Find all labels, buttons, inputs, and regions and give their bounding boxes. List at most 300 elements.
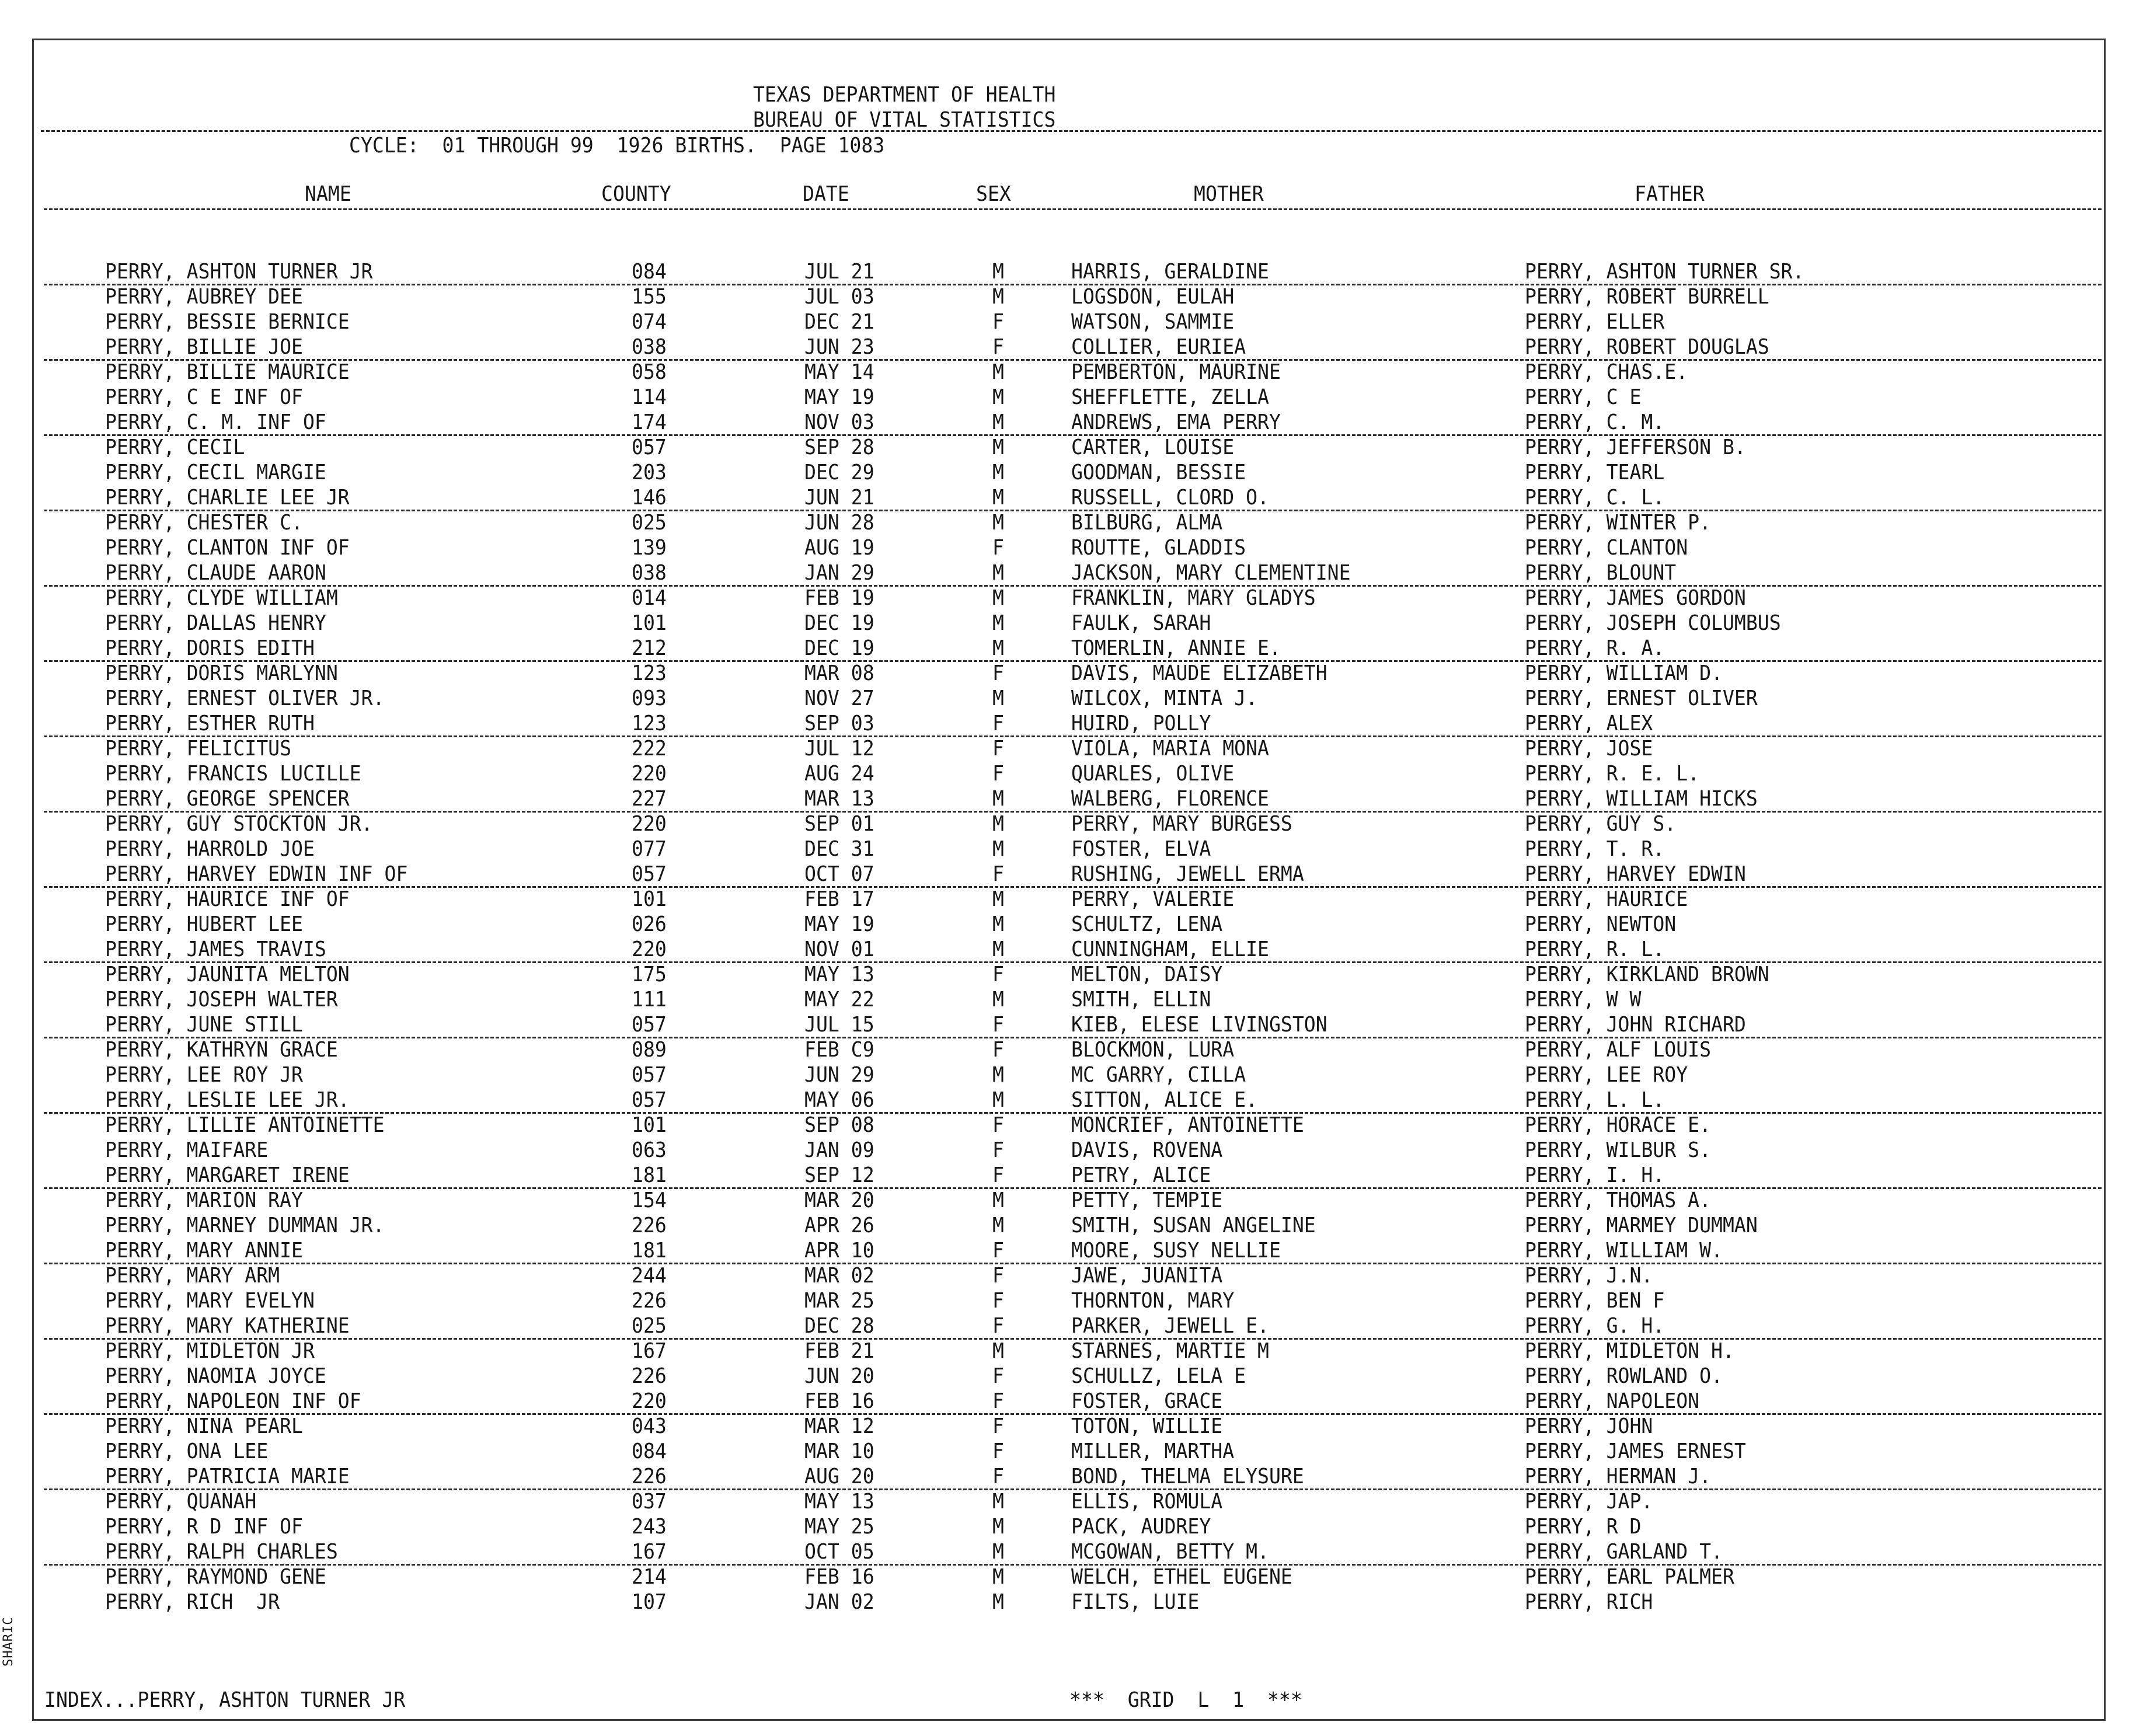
record-father: PERRY, JAMES ERNEST — [1525, 1439, 1746, 1463]
record-county: 212 — [632, 636, 667, 660]
record-date: JAN 09 — [804, 1138, 874, 1162]
record-name: PERRY, CLANTON INF OF — [105, 536, 350, 560]
record-county: 026 — [632, 912, 667, 936]
record-sex: M — [992, 636, 1004, 660]
record-father: PERRY, WILLIAM W. — [1525, 1239, 1723, 1263]
record-father: PERRY, CLANTON — [1525, 536, 1688, 560]
column-header-rule — [44, 208, 2102, 210]
record-father: PERRY, ALEX — [1525, 712, 1653, 735]
record-date: JUN 28 — [804, 511, 874, 535]
record-sex: M — [992, 1214, 1004, 1237]
record-father: PERRY, MIDLETON H. — [1525, 1339, 1734, 1363]
record-name: PERRY, MARY KATHERINE — [105, 1314, 350, 1338]
record-county: 037 — [632, 1490, 667, 1514]
record-father: PERRY, EARL PALMER — [1525, 1565, 1734, 1589]
record-mother: GOODMAN, BESSIE — [1071, 461, 1246, 484]
record-name: PERRY, JAMES TRAVIS — [105, 937, 326, 961]
record-county: 226 — [632, 1465, 667, 1489]
cycle-line: CYCLE: 01 THROUGH 99 1926 BIRTHS. PAGE 1083 — [349, 134, 885, 158]
record-father: PERRY, NEWTON — [1525, 912, 1677, 936]
record-father: PERRY, ROWLAND O. — [1525, 1364, 1723, 1388]
record-mother: STARNES, MARTIE M — [1071, 1339, 1269, 1363]
record-father: PERRY, R D — [1525, 1515, 1642, 1539]
record-sex: F — [992, 762, 1004, 786]
record-county: 226 — [632, 1214, 667, 1237]
record-county: 244 — [632, 1264, 667, 1288]
record-name: PERRY, R D INF OF — [105, 1515, 303, 1539]
record-county: 226 — [632, 1289, 667, 1313]
record-date: FEB C9 — [804, 1038, 874, 1062]
record-mother: COLLIER, EURIEA — [1071, 335, 1246, 359]
record-date: MAR 02 — [804, 1264, 874, 1288]
record-county: 057 — [632, 1013, 667, 1037]
record-name: PERRY, C. M. INF OF — [105, 410, 326, 434]
record-sex: F — [992, 335, 1004, 359]
record-mother: MONCRIEF, ANTOINETTE — [1071, 1113, 1304, 1137]
record-father: PERRY, ROBERT DOUGLAS — [1525, 335, 1769, 359]
record-mother: SMITH, SUSAN ANGELINE — [1071, 1214, 1316, 1237]
record-mother: SITTON, ALICE E. — [1071, 1088, 1258, 1112]
record-date: AUG 24 — [804, 762, 874, 786]
record-sex: M — [992, 260, 1004, 284]
record-sex: M — [992, 461, 1004, 484]
column-header-name: NAME — [305, 182, 351, 206]
record-sex: M — [992, 1540, 1004, 1564]
record-county: 174 — [632, 410, 667, 434]
record-sex: M — [992, 385, 1004, 409]
record-mother: PERRY, MARY BURGESS — [1071, 812, 1292, 836]
record-name: PERRY, CHESTER C. — [105, 511, 303, 535]
record-sex: M — [992, 1063, 1004, 1087]
record-name: PERRY, RICH JR — [105, 1590, 280, 1614]
record-father: PERRY, R. A. — [1525, 636, 1665, 660]
record-father: PERRY, CHAS.E. — [1525, 360, 1688, 384]
record-father: PERRY, ROBERT BURRELL — [1525, 285, 1769, 309]
record-father: PERRY, T. R. — [1525, 837, 1665, 861]
record-name: PERRY, MARNEY DUMMAN JR. — [105, 1214, 385, 1237]
record-father: PERRY, HARVEY EDWIN — [1525, 862, 1746, 886]
record-father: PERRY, I. H. — [1525, 1163, 1665, 1187]
record-sex: F — [992, 1314, 1004, 1338]
record-date: JAN 02 — [804, 1590, 874, 1614]
record-mother: VIOLA, MARIA MONA — [1071, 737, 1269, 761]
record-name: PERRY, LILLIE ANTOINETTE — [105, 1113, 385, 1137]
record-sex: M — [992, 686, 1004, 710]
record-county: 175 — [632, 963, 667, 986]
record-mother: PETRY, ALICE — [1071, 1163, 1211, 1187]
record-date: DEC 21 — [804, 310, 874, 334]
record-date: JUN 21 — [804, 486, 874, 510]
record-name: PERRY, GUY STOCKTON JR. — [105, 812, 373, 836]
record-father: PERRY, C. L. — [1525, 486, 1665, 510]
column-header-date: DATE — [803, 182, 849, 206]
record-father: PERRY, R. E. L. — [1525, 762, 1700, 786]
record-county: 063 — [632, 1138, 667, 1162]
record-father: PERRY, C. M. — [1525, 410, 1665, 434]
record-name: PERRY, CLAUDE AARON — [105, 561, 326, 585]
record-mother: BLOCKMON, LURA — [1071, 1038, 1235, 1062]
record-county: 220 — [632, 1389, 667, 1413]
record-mother: LOGSDON, EULAH — [1071, 285, 1235, 309]
record-sex: M — [992, 887, 1004, 911]
record-name: PERRY, FRANCIS LUCILLE — [105, 762, 361, 786]
record-county: 226 — [632, 1364, 667, 1388]
record-sex: M — [992, 1339, 1004, 1363]
record-county: 111 — [632, 988, 667, 1012]
department-title: TEXAS DEPARTMENT OF HEALTH — [753, 83, 1056, 107]
record-father: PERRY, KIRKLAND BROWN — [1525, 963, 1769, 986]
record-name: PERRY, KATHRYN GRACE — [105, 1038, 338, 1062]
record-father: PERRY, JAP. — [1525, 1490, 1653, 1514]
record-date: DEC 19 — [804, 636, 874, 660]
record-father: PERRY, THOMAS A. — [1525, 1188, 1712, 1212]
record-county: 154 — [632, 1188, 667, 1212]
record-mother: WELCH, ETHEL EUGENE — [1071, 1565, 1292, 1589]
record-name: PERRY, MARGARET IRENE — [105, 1163, 350, 1187]
record-mother: SCHULLZ, LELA E — [1071, 1364, 1246, 1388]
record-county: 058 — [632, 360, 667, 384]
record-name: PERRY, JOSEPH WALTER — [105, 988, 338, 1012]
record-mother: TOTON, WILLIE — [1071, 1414, 1223, 1438]
record-mother: FOSTER, GRACE — [1071, 1389, 1223, 1413]
record-mother: FRANKLIN, MARY GLADYS — [1071, 586, 1316, 610]
record-sex: M — [992, 1088, 1004, 1112]
record-date: DEC 29 — [804, 461, 874, 484]
record-county: 181 — [632, 1239, 667, 1263]
record-date: JUN 29 — [804, 1063, 874, 1087]
record-sex: F — [992, 536, 1004, 560]
record-sex: M — [992, 285, 1004, 309]
record-date: MAR 12 — [804, 1414, 874, 1438]
record-father: PERRY, JOSE — [1525, 737, 1653, 761]
record-county: 025 — [632, 511, 667, 535]
record-mother: ANDREWS, EMA PERRY — [1071, 410, 1281, 434]
record-father: PERRY, WILLIAM HICKS — [1525, 787, 1758, 811]
record-date: SEP 28 — [804, 435, 874, 459]
record-sex: M — [992, 435, 1004, 459]
record-mother: TOMERLIN, ANNIE E. — [1071, 636, 1281, 660]
record-date: MAY 22 — [804, 988, 874, 1012]
record-sex: F — [992, 1389, 1004, 1413]
record-county: 101 — [632, 611, 667, 635]
record-father: PERRY, C E — [1525, 385, 1642, 409]
record-mother: PEMBERTON, MAURINE — [1071, 360, 1281, 384]
record-sex: M — [992, 1188, 1004, 1212]
record-name: PERRY, HAURICE INF OF — [105, 887, 350, 911]
record-mother: SHEFFLETTE, ZELLA — [1071, 385, 1269, 409]
record-mother: PETTY, TEMPIE — [1071, 1188, 1223, 1212]
record-name: PERRY, ESTHER RUTH — [105, 712, 315, 735]
record-name: PERRY, HARROLD JOE — [105, 837, 315, 861]
record-name: PERRY, DORIS EDITH — [105, 636, 315, 660]
record-mother: RUSHING, JEWELL ERMA — [1071, 862, 1304, 886]
record-mother: DAVIS, MAUDE ELIZABETH — [1071, 661, 1327, 685]
record-date: SEP 08 — [804, 1113, 874, 1137]
record-sex: M — [992, 1515, 1004, 1539]
record-mother: JACKSON, MARY CLEMENTINE — [1071, 561, 1351, 585]
record-county: 227 — [632, 787, 667, 811]
record-date: NOV 01 — [804, 937, 874, 961]
record-name: PERRY, CECIL MARGIE — [105, 461, 326, 484]
record-date: FEB 19 — [804, 586, 874, 610]
record-sex: M — [992, 561, 1004, 585]
record-father: PERRY, R. L. — [1525, 937, 1665, 961]
record-county: 243 — [632, 1515, 667, 1539]
record-mother: ROUTTE, GLADDIS — [1071, 536, 1246, 560]
record-county: 093 — [632, 686, 667, 710]
record-mother: FAULK, SARAH — [1071, 611, 1211, 635]
record-father: PERRY, W W — [1525, 988, 1642, 1012]
side-stamp: SHARIC — [1, 1616, 16, 1667]
record-name: PERRY, BESSIE BERNICE — [105, 310, 350, 334]
record-date: MAY 14 — [804, 360, 874, 384]
record-father: PERRY, HORACE E. — [1525, 1113, 1712, 1137]
record-date: AUG 20 — [804, 1465, 874, 1489]
record-sex: M — [992, 937, 1004, 961]
record-sex: F — [992, 862, 1004, 886]
record-mother: PARKER, JEWELL E. — [1071, 1314, 1269, 1338]
record-father: PERRY, WILLIAM D. — [1525, 661, 1723, 685]
record-name: PERRY, ERNEST OLIVER JR. — [105, 686, 385, 710]
record-date: MAR 10 — [804, 1439, 874, 1463]
record-father: PERRY, ELLER — [1525, 310, 1665, 334]
record-father: PERRY, BEN F — [1525, 1289, 1665, 1313]
record-sex: M — [992, 988, 1004, 1012]
record-name: PERRY, PATRICIA MARIE — [105, 1465, 350, 1489]
record-date: SEP 03 — [804, 712, 874, 735]
record-county: 101 — [632, 1113, 667, 1137]
record-date: JUN 20 — [804, 1364, 874, 1388]
record-date: JUL 21 — [804, 260, 874, 284]
record-mother: MILLER, MARTHA — [1071, 1439, 1235, 1463]
record-date: DEC 19 — [804, 611, 874, 635]
record-county: 146 — [632, 486, 667, 510]
record-date: FEB 17 — [804, 887, 874, 911]
record-name: PERRY, CLYDE WILLIAM — [105, 586, 338, 610]
record-sex: F — [992, 1113, 1004, 1137]
record-county: 220 — [632, 812, 667, 836]
record-mother: PERRY, VALERIE — [1071, 887, 1235, 911]
record-mother: WATSON, SAMMIE — [1071, 310, 1235, 334]
record-father: PERRY, JEFFERSON B. — [1525, 435, 1746, 459]
column-header-mother: MOTHER — [1194, 182, 1264, 206]
record-date: OCT 05 — [804, 1540, 874, 1564]
record-mother: HUIRD, POLLY — [1071, 712, 1211, 735]
record-mother: KIEB, ELESE LIVINGSTON — [1071, 1013, 1327, 1037]
record-county: 220 — [632, 762, 667, 786]
record-father: PERRY, WINTER P. — [1525, 511, 1712, 535]
record-sex: F — [992, 963, 1004, 986]
record-sex: F — [992, 737, 1004, 761]
record-mother: FOSTER, ELVA — [1071, 837, 1211, 861]
record-father: PERRY, ALF LOUIS — [1525, 1038, 1712, 1062]
record-name: PERRY, DORIS MARLYNN — [105, 661, 338, 685]
index-footer: INDEX...PERRY, ASHTON TURNER JR — [44, 1688, 406, 1712]
record-sex: M — [992, 787, 1004, 811]
record-name: PERRY, ASHTON TURNER JR — [105, 260, 373, 284]
record-father: PERRY, J.N. — [1525, 1264, 1653, 1288]
record-mother: RUSSELL, CLORD O. — [1071, 486, 1269, 510]
record-name: PERRY, DALLAS HENRY — [105, 611, 326, 635]
record-date: DEC 28 — [804, 1314, 874, 1338]
record-name: PERRY, JAUNITA MELTON — [105, 963, 350, 986]
record-mother: ELLIS, ROMULA — [1071, 1490, 1223, 1514]
record-sex: M — [992, 812, 1004, 836]
record-sex: M — [992, 912, 1004, 936]
record-sex: M — [992, 1490, 1004, 1514]
column-header-county: COUNTY — [601, 182, 671, 206]
record-name: PERRY, RAYMOND GENE — [105, 1565, 326, 1589]
record-date: JUL 15 — [804, 1013, 874, 1037]
record-name: PERRY, MARION RAY — [105, 1188, 303, 1212]
record-father: PERRY, ERNEST OLIVER — [1525, 686, 1758, 710]
record-name: PERRY, MAIFARE — [105, 1138, 269, 1162]
record-date: JUL 12 — [804, 737, 874, 761]
record-date: MAR 13 — [804, 787, 874, 811]
record-date: MAY 19 — [804, 385, 874, 409]
record-county: 107 — [632, 1590, 667, 1614]
record-date: JUN 23 — [804, 335, 874, 359]
record-father: PERRY, GUY S. — [1525, 812, 1677, 836]
record-sex: F — [992, 1239, 1004, 1263]
record-mother: WALBERG, FLORENCE — [1071, 787, 1269, 811]
record-sex: M — [992, 410, 1004, 434]
record-sex: F — [992, 1013, 1004, 1037]
record-county: 084 — [632, 1439, 667, 1463]
record-county: 220 — [632, 937, 667, 961]
record-county: 077 — [632, 837, 667, 861]
record-name: PERRY, MIDLETON JR — [105, 1339, 315, 1363]
record-county: 057 — [632, 1088, 667, 1112]
record-sex: M — [992, 486, 1004, 510]
record-sex: F — [992, 1163, 1004, 1187]
record-father: PERRY, NAPOLEON — [1525, 1389, 1700, 1413]
record-mother: CUNNINGHAM, ELLIE — [1071, 937, 1269, 961]
column-header-father: FATHER — [1635, 182, 1705, 206]
record-father: PERRY, WILBUR S. — [1525, 1138, 1712, 1162]
record-county: 043 — [632, 1414, 667, 1438]
record-county: 089 — [632, 1038, 667, 1062]
record-mother: MC GARRY, CILLA — [1071, 1063, 1246, 1087]
record-mother: SMITH, ELLIN — [1071, 988, 1211, 1012]
record-father: PERRY, GARLAND T. — [1525, 1540, 1723, 1564]
record-date: JAN 29 — [804, 561, 874, 585]
record-county: 155 — [632, 285, 667, 309]
record-county: 167 — [632, 1540, 667, 1564]
record-name: PERRY, HUBERT LEE — [105, 912, 303, 936]
record-name: PERRY, MARY EVELYN — [105, 1289, 315, 1313]
record-county: 139 — [632, 536, 667, 560]
record-name: PERRY, RALPH CHARLES — [105, 1540, 338, 1564]
record-mother: CARTER, LOUISE — [1071, 435, 1235, 459]
record-county: 222 — [632, 737, 667, 761]
record-sex: F — [992, 310, 1004, 334]
record-county: 038 — [632, 335, 667, 359]
record-name: PERRY, HARVEY EDWIN INF OF — [105, 862, 408, 886]
record-name: PERRY, C E INF OF — [105, 385, 303, 409]
record-date: APR 10 — [804, 1239, 874, 1263]
record-date: MAR 20 — [804, 1188, 874, 1212]
record-name: PERRY, MARY ARM — [105, 1264, 280, 1288]
record-mother: MCGOWAN, BETTY M. — [1071, 1540, 1269, 1564]
record-date: MAY 13 — [804, 1490, 874, 1514]
record-mother: QUARLES, OLIVE — [1071, 762, 1235, 786]
record-father: PERRY, HAURICE — [1525, 887, 1688, 911]
record-father: PERRY, BLOUNT — [1525, 561, 1677, 585]
record-sex: F — [992, 1138, 1004, 1162]
record-sex: M — [992, 837, 1004, 861]
record-date: FEB 16 — [804, 1565, 874, 1589]
record-mother: FILTS, LUIE — [1071, 1590, 1200, 1614]
record-date: MAR 25 — [804, 1289, 874, 1313]
record-county: 101 — [632, 887, 667, 911]
record-mother: SCHULTZ, LENA — [1071, 912, 1223, 936]
record-date: AUG 19 — [804, 536, 874, 560]
record-name: PERRY, NAPOLEON INF OF — [105, 1389, 361, 1413]
record-name: PERRY, NAOMIA JOYCE — [105, 1364, 326, 1388]
record-name: PERRY, BILLIE JOE — [105, 335, 303, 359]
record-mother: PACK, AUDREY — [1071, 1515, 1211, 1539]
record-county: 084 — [632, 260, 667, 284]
record-sex: F — [992, 1038, 1004, 1062]
record-sex: F — [992, 1264, 1004, 1288]
record-mother: HARRIS, GERALDINE — [1071, 260, 1269, 284]
record-county: 203 — [632, 461, 667, 484]
record-mother: DAVIS, ROVENA — [1071, 1138, 1223, 1162]
record-date: MAY 25 — [804, 1515, 874, 1539]
header-dashed-rule — [41, 130, 2102, 132]
record-name: PERRY, ONA LEE — [105, 1439, 269, 1463]
record-name: PERRY, GEORGE SPENCER — [105, 787, 350, 811]
record-date: MAY 19 — [804, 912, 874, 936]
record-father: PERRY, MARMEY DUMMAN — [1525, 1214, 1758, 1237]
record-date: NOV 03 — [804, 410, 874, 434]
record-county: 057 — [632, 1063, 667, 1087]
record-county: 014 — [632, 586, 667, 610]
record-name: PERRY, QUANAH — [105, 1490, 257, 1514]
bureau-title: BUREAU OF VITAL STATISTICS — [753, 108, 1056, 132]
record-date: APR 26 — [804, 1214, 874, 1237]
record-father: PERRY, JAMES GORDON — [1525, 586, 1746, 610]
record-name: PERRY, FELICITUS — [105, 737, 292, 761]
record-county: 181 — [632, 1163, 667, 1187]
record-sex: F — [992, 1439, 1004, 1463]
record-father: PERRY, L. L. — [1525, 1088, 1665, 1112]
record-county: 074 — [632, 310, 667, 334]
record-name: PERRY, LEE ROY JR — [105, 1063, 303, 1087]
record-date: FEB 21 — [804, 1339, 874, 1363]
record-date: SEP 12 — [804, 1163, 874, 1187]
record-name: PERRY, LESLIE LEE JR. — [105, 1088, 350, 1112]
record-county: 038 — [632, 561, 667, 585]
record-county: 214 — [632, 1565, 667, 1589]
record-father: PERRY, HERMAN J. — [1525, 1465, 1712, 1489]
record-father: PERRY, LEE ROY — [1525, 1063, 1688, 1087]
record-sex: F — [992, 661, 1004, 685]
record-date: OCT 07 — [804, 862, 874, 886]
record-date: NOV 27 — [804, 686, 874, 710]
record-sex: M — [992, 586, 1004, 610]
record-date: DEC 31 — [804, 837, 874, 861]
record-date: MAY 06 — [804, 1088, 874, 1112]
record-date: MAY 13 — [804, 963, 874, 986]
record-date: SEP 01 — [804, 812, 874, 836]
record-father: PERRY, JOHN — [1525, 1414, 1653, 1438]
record-name: PERRY, AUBREY DEE — [105, 285, 303, 309]
record-sex: F — [992, 1414, 1004, 1438]
record-county: 057 — [632, 435, 667, 459]
record-mother: BILBURG, ALMA — [1071, 511, 1223, 535]
